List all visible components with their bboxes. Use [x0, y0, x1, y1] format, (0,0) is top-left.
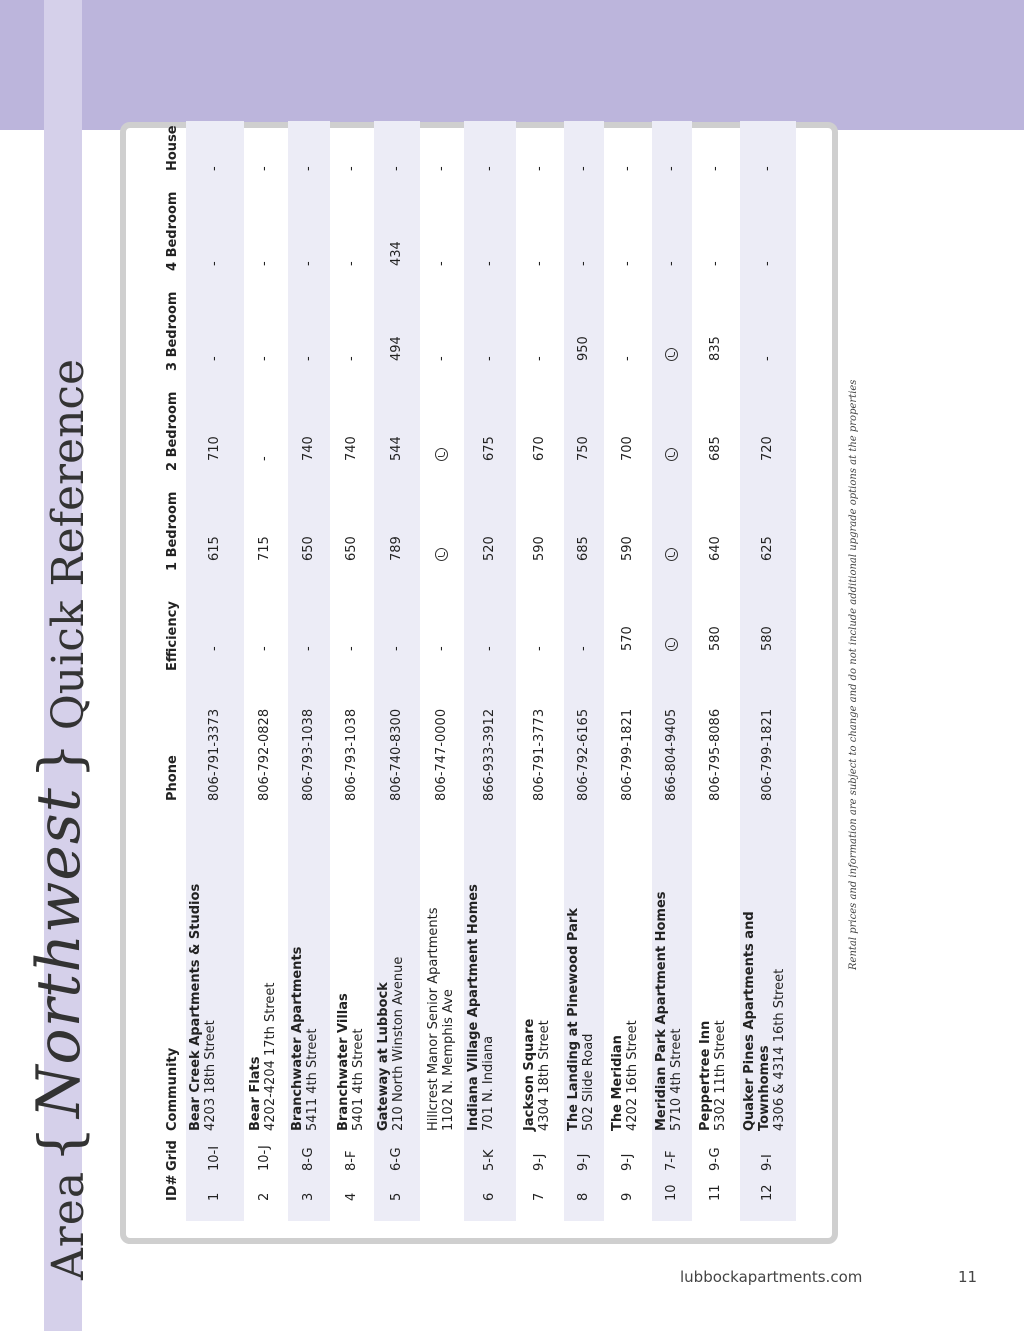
row-phone: 806-793-1038	[301, 708, 316, 801]
row-efficiency: -	[389, 646, 404, 651]
community-address: 5710 4th Street	[669, 1028, 684, 1131]
row-2-bedroom: 700	[620, 436, 635, 461]
community-address: 4203 18th Street	[203, 1020, 218, 1131]
row-house: -	[301, 166, 316, 171]
row-grid: 9-J	[620, 1153, 635, 1171]
row-grid: 9-J	[576, 1153, 591, 1171]
community-name: Quaker Pines Apartments and Townhomes	[742, 911, 772, 1131]
community-cell	[522, 876, 552, 1131]
community-name: Hillcrest Manor Senior Apartments	[426, 907, 441, 1131]
row-efficiency: 580	[708, 626, 723, 651]
community-cell	[698, 876, 728, 1131]
row-house: -	[344, 166, 359, 171]
row-phone: 806-792-0828	[257, 708, 272, 801]
row-4-bedroom: -	[620, 261, 635, 266]
row-4-bedroom: 434	[389, 241, 404, 266]
row-4-bedroom: -	[257, 261, 272, 266]
title-area: Area	[43, 1170, 94, 1280]
row-1-bedroom: 590	[620, 536, 635, 561]
community-name: Meridian Park Apartment Homes	[654, 891, 669, 1131]
community-address: 210 North Winston Avenue	[391, 956, 406, 1131]
row-grid: 9-J	[532, 1153, 547, 1171]
footnote: Rental prices and information are subject to change and do not include additional upgrade options at the properties	[848, 379, 859, 970]
row-grid: 8-G	[301, 1147, 316, 1171]
row-phone: 806-793-1038	[344, 708, 359, 801]
row-1-bedroom	[664, 548, 681, 561]
community-address: 701 N. Indiana	[481, 1035, 496, 1131]
row-4-bedroom: -	[532, 261, 547, 266]
row-2-bedroom	[434, 448, 451, 461]
row-id: 10	[664, 1184, 679, 1201]
call-for-pricing-icon	[435, 448, 448, 461]
row-1-bedroom: 615	[207, 536, 222, 561]
call-for-pricing-icon	[665, 448, 678, 461]
col-phone-header: Phone	[165, 755, 180, 801]
row-id: 9	[620, 1192, 635, 1201]
row-3-bedroom: -	[207, 356, 222, 361]
row-2-bedroom: 670	[532, 436, 547, 461]
row-3-bedroom: 494	[389, 336, 404, 361]
row-1-bedroom: 625	[760, 536, 775, 561]
row-house: -	[760, 166, 775, 171]
community-name: The Landing at Pinewood Park	[566, 908, 581, 1131]
row-4-bedroom: -	[482, 261, 497, 266]
community-address: 5411 4th Street	[305, 1028, 320, 1131]
row-id: 2	[257, 1192, 272, 1201]
row-2-bedroom: 675	[482, 436, 497, 461]
row-house: -	[434, 166, 449, 171]
row-phone: 806-792-6165	[576, 708, 591, 801]
row-house: -	[482, 166, 497, 171]
row-phone: 866-933-3912	[482, 708, 497, 801]
row-2-bedroom	[664, 448, 681, 461]
row-phone: 806-799-1821	[760, 708, 775, 801]
row-1-bedroom	[434, 548, 451, 561]
community-name: Jackson Square	[522, 1018, 537, 1131]
call-for-pricing-icon	[665, 548, 678, 561]
row-id: 3	[301, 1192, 316, 1201]
col-id-header: ID#	[165, 1174, 180, 1201]
row-3-bedroom: -	[434, 356, 449, 361]
community-address: 4202 16th Street	[625, 1020, 640, 1131]
row-phone: 806-740-8300	[389, 708, 404, 801]
community-name: Peppertree Inn	[698, 1020, 713, 1131]
row-efficiency: -	[482, 646, 497, 651]
col-2-bedroom-header: 2 Bedroom	[165, 391, 180, 471]
row-efficiency: -	[207, 646, 222, 651]
row-2-bedroom: -	[257, 456, 272, 461]
col-grid-header: Grid	[165, 1140, 180, 1171]
row-2-bedroom: 685	[708, 436, 723, 461]
row-2-bedroom: 710	[207, 436, 222, 461]
community-cell	[742, 876, 787, 1131]
row-1-bedroom: 715	[257, 536, 272, 561]
row-4-bedroom: -	[708, 261, 723, 266]
community-name: Bear Creek Apartments & Studios	[188, 883, 203, 1131]
title-region: Northwest	[24, 787, 94, 1118]
row-4-bedroom: -	[301, 261, 316, 266]
community-cell	[376, 876, 406, 1131]
page-number: 11	[958, 1268, 978, 1286]
row-efficiency: -	[257, 646, 272, 651]
community-address: 4306 & 4314 16th Street	[772, 968, 787, 1131]
row-id: 7	[532, 1192, 547, 1201]
community-cell	[336, 876, 366, 1131]
row-phone: 866-804-9405	[664, 708, 679, 801]
row-4-bedroom: -	[760, 261, 775, 266]
community-name: Gateway at Lubbock	[376, 982, 391, 1131]
row-3-bedroom: 835	[708, 336, 723, 361]
row-grid: 9-G	[708, 1147, 723, 1171]
community-cell	[610, 876, 640, 1131]
row-grid: 7-F	[664, 1150, 679, 1171]
row-3-bedroom: 950	[576, 336, 591, 361]
row-grid: 10-J	[257, 1145, 272, 1171]
row-grid: 6-G	[389, 1147, 404, 1171]
row-house: -	[257, 166, 272, 171]
row-1-bedroom: 650	[301, 536, 316, 561]
row-4-bedroom: -	[207, 261, 222, 266]
community-name: Branchwater Villas	[336, 993, 351, 1131]
row-phone: 806-791-3373	[207, 708, 222, 801]
community-address: 502 Slide Road	[581, 1033, 596, 1131]
row-3-bedroom: -	[344, 356, 359, 361]
col-3-bedroom-header: 3 Bedroom	[165, 291, 180, 371]
title-subtitle: Quick Reference	[43, 358, 94, 731]
community-cell	[188, 876, 218, 1131]
row-4-bedroom: -	[344, 261, 359, 266]
row-2-bedroom: 740	[344, 436, 359, 461]
title-brace-close: }	[26, 742, 94, 780]
row-phone: 806-799-1821	[620, 708, 635, 801]
row-1-bedroom: 650	[344, 536, 359, 561]
row-id: 8	[576, 1192, 591, 1201]
community-address: 1102 N. Memphis Ave	[441, 989, 456, 1131]
community-cell	[566, 876, 596, 1131]
community-name: Indiana Village Apartment Homes	[466, 884, 481, 1131]
community-cell	[466, 876, 496, 1131]
row-grid: 5-K	[482, 1149, 497, 1171]
row-2-bedroom: 720	[760, 436, 775, 461]
row-2-bedroom: 750	[576, 436, 591, 461]
row-3-bedroom: -	[257, 356, 272, 361]
row-id: 6	[482, 1192, 497, 1201]
row-efficiency: 580	[760, 626, 775, 651]
col-1-bedroom-header: 1 Bedroom	[165, 491, 180, 571]
row-id: 12	[760, 1184, 775, 1201]
row-4-bedroom: -	[664, 261, 679, 266]
row-4-bedroom: -	[576, 261, 591, 266]
row-3-bedroom	[664, 348, 681, 361]
community-address: 4304 18th Street	[537, 1020, 552, 1131]
row-efficiency: 570	[620, 626, 635, 651]
row-id: 11	[708, 1184, 723, 1201]
row-1-bedroom: 789	[389, 536, 404, 561]
row-house: -	[576, 166, 591, 171]
row-grid: 8-F	[344, 1150, 359, 1171]
community-cell	[654, 876, 684, 1131]
row-1-bedroom: 640	[708, 536, 723, 561]
col-community-header: Community	[165, 1047, 180, 1131]
title-brace-open: {	[26, 1126, 94, 1163]
row-house: -	[532, 166, 547, 171]
col-house-header: House	[165, 125, 180, 171]
row-3-bedroom: -	[532, 356, 547, 361]
row-id: 5	[389, 1192, 404, 1201]
row-efficiency: -	[344, 646, 359, 651]
community-cell	[248, 876, 278, 1131]
community-name: Bear Flats	[248, 1056, 263, 1131]
row-efficiency	[664, 638, 681, 651]
community-cell	[426, 876, 456, 1131]
row-id: 4	[344, 1192, 359, 1201]
row-house: -	[207, 166, 222, 171]
row-phone: 806-747-0000	[434, 708, 449, 801]
row-grid: 10-I	[207, 1145, 222, 1171]
row-1-bedroom: 520	[482, 536, 497, 561]
row-id: 1	[207, 1192, 222, 1201]
row-1-bedroom: 685	[576, 536, 591, 561]
row-house: -	[620, 166, 635, 171]
call-for-pricing-icon	[665, 348, 678, 361]
row-2-bedroom: 740	[301, 436, 316, 461]
community-name: Branchwater Apartments	[290, 946, 305, 1131]
website-link[interactable]: lubbockapartments.com	[680, 1268, 863, 1286]
row-1-bedroom: 590	[532, 536, 547, 561]
community-name: The Meridian	[610, 1035, 625, 1131]
row-house: -	[389, 166, 404, 171]
row-efficiency: -	[576, 646, 591, 651]
row-house: -	[664, 166, 679, 171]
row-3-bedroom: -	[760, 356, 775, 361]
col-efficiency-header: Efficiency	[165, 601, 180, 671]
call-for-pricing-icon	[435, 548, 448, 561]
row-3-bedroom: -	[620, 356, 635, 361]
row-efficiency: -	[301, 646, 316, 651]
row-3-bedroom: -	[301, 356, 316, 361]
community-address: 5401 4th Street	[351, 1028, 366, 1131]
community-address: 5302 11th Street	[713, 1020, 728, 1131]
community-address: 4202-4204 17th Street	[263, 982, 278, 1131]
row-house: -	[708, 166, 723, 171]
row-3-bedroom: -	[482, 356, 497, 361]
row-efficiency: -	[434, 646, 449, 651]
row-efficiency: -	[532, 646, 547, 651]
row-2-bedroom: 544	[389, 436, 404, 461]
row-phone: 806-795-8086	[708, 708, 723, 801]
call-for-pricing-icon	[665, 638, 678, 651]
col-4-bedroom-header: 4 Bedroom	[165, 191, 180, 271]
row-4-bedroom: -	[434, 261, 449, 266]
row-grid: 9-I	[760, 1154, 775, 1171]
community-cell	[290, 876, 320, 1131]
row-phone: 806-791-3773	[532, 708, 547, 801]
